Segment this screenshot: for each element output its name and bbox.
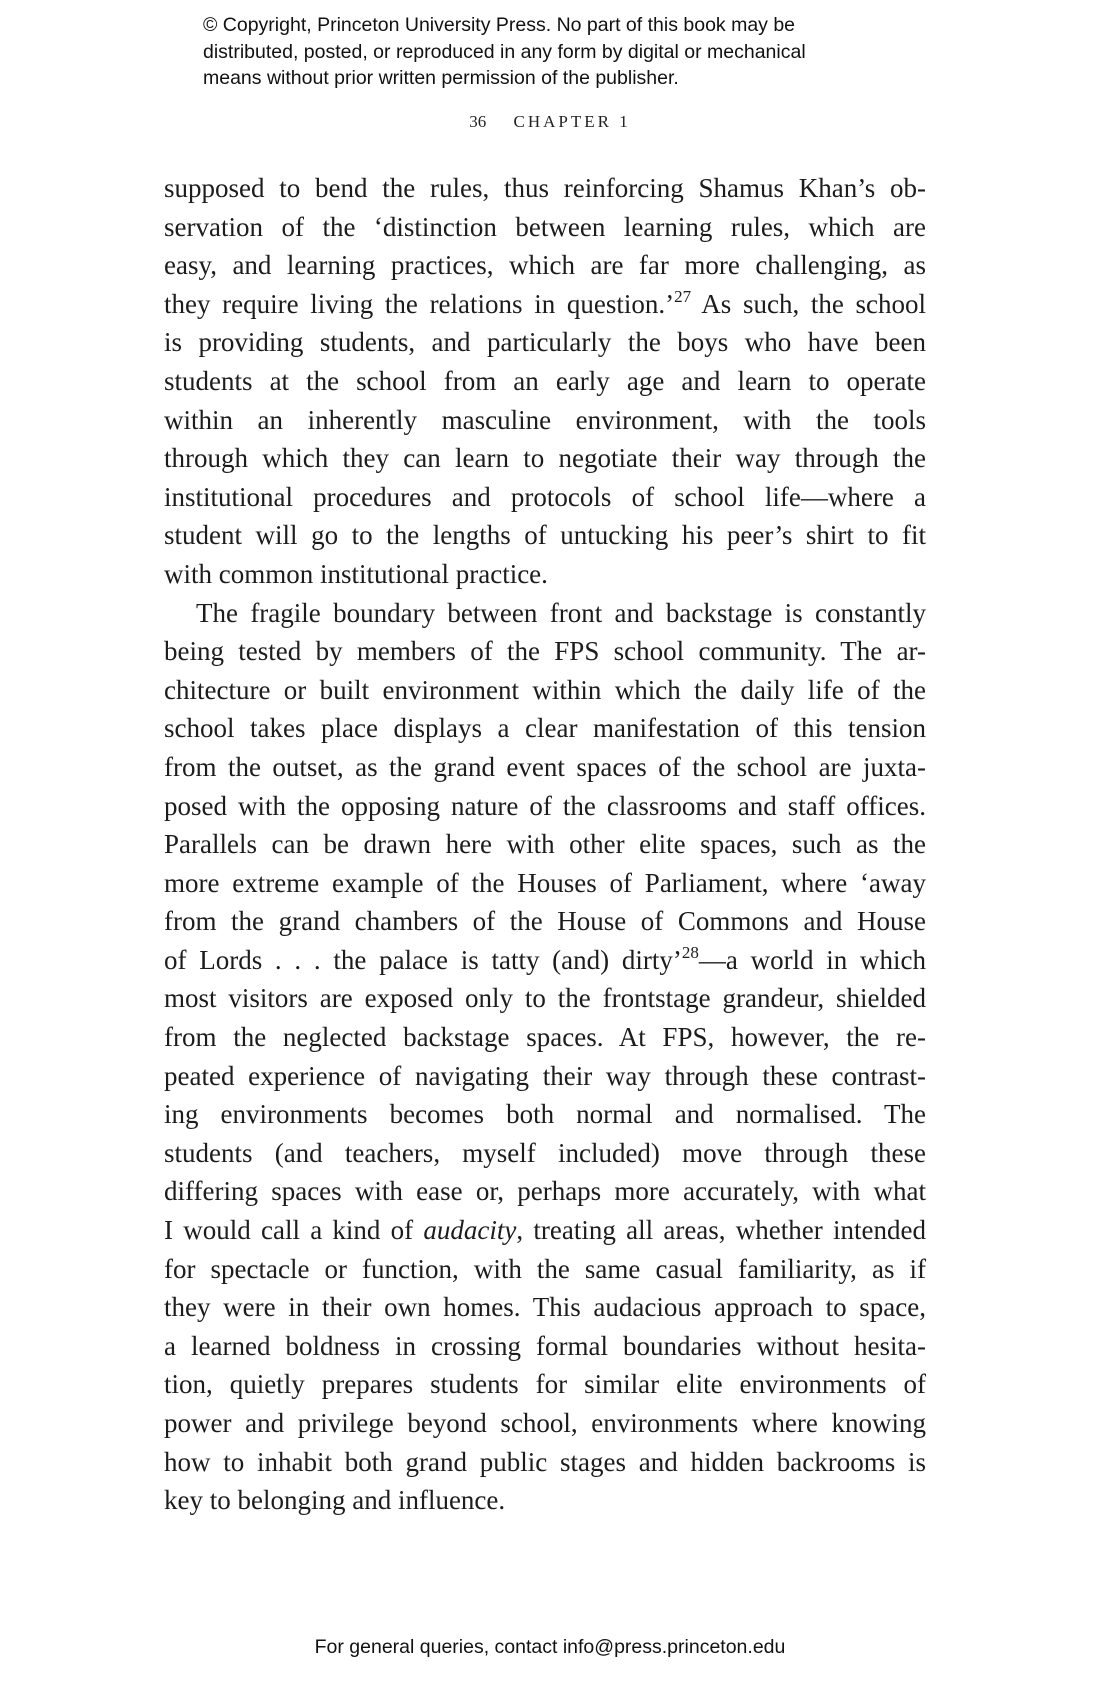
text-segment: —a world in which	[698, 944, 926, 975]
text-line: from the neglected backstage spaces. At FPS, however, the re-	[164, 1022, 926, 1053]
text-line: how to inhabit both grand public stages and hidden backrooms is	[164, 1446, 926, 1477]
emphasis-audacity: audacity	[423, 1215, 517, 1246]
text-line: is providing students, and particularly the boys who have been	[164, 327, 926, 358]
text-line: supposed to bend the rules, thus reinforcing Shamus Khan’s ob-	[164, 173, 926, 203]
text-line: from the outset, as the grand event spaces of the school are juxta-	[164, 751, 926, 782]
text-segment: As such, the school	[691, 288, 926, 319]
text-line: from the grand chambers of the House of Commons and House	[164, 906, 926, 937]
copyright-line: © Copyright, Princeton University Press. No part of this book may be	[203, 14, 796, 36]
text-line: school takes place displays a clear manifestation of this tension	[164, 713, 926, 744]
text-line: easy, and learning practices, which are far more challenging, as	[164, 250, 926, 281]
copyright-line: means without prior written permission of the publisher.	[203, 67, 679, 89]
text-line: tion, quietly prepares students for similar elite environments of	[164, 1369, 926, 1400]
text-line: servation of the ‘distinction between learning rules, which are	[164, 211, 926, 242]
text-line: they were in their own homes. This audacious approach to space,	[164, 1292, 926, 1323]
text-line	[164, 1211, 926, 1250]
text-line: students at the school from an early age and learn to operate	[164, 365, 926, 396]
text-line: student will go to the lengths of untucking his peer’s shirt to fit	[164, 520, 926, 551]
text-line: for spectacle or function, with the same casual familiarity, as if	[164, 1253, 926, 1284]
text-line: being tested by members of the FPS school community. The ar-	[164, 636, 926, 667]
text-line: posed with the opposing nature of the classrooms and staff offices.	[164, 790, 926, 821]
text-line: peated experience of navigating their way through these contrast-	[164, 1060, 926, 1091]
page-number: 36	[469, 112, 487, 131]
text-segment: of Lords . . . the palace is tatty (and) dirty’	[164, 944, 682, 975]
paragraph-1	[164, 169, 926, 594]
text-segment: I would call a kind of	[164, 1215, 424, 1246]
copyright-notice	[203, 12, 923, 92]
text-segment: , treating all areas, whether intended	[516, 1215, 926, 1246]
text-line: with common institutional practice.	[164, 558, 548, 589]
text-line: power and privilege beyond school, environments where knowing	[164, 1408, 926, 1438]
text-line	[164, 941, 926, 980]
copyright-line: distributed, posted, or reproduced in any form by digital or mechanical	[203, 40, 806, 63]
text-line: through which they can learn to negotiate their way through the	[164, 443, 926, 474]
text-line: within an inherently masculine environment, with the tools	[164, 404, 926, 435]
text-line: students (and teachers, myself included) move through these	[164, 1137, 926, 1168]
body-text	[164, 169, 926, 1520]
text-line: key to belonging and influence.	[164, 1485, 506, 1516]
footer-contact: For general queries, contact info@press.princeton.edu	[314, 1636, 786, 1658]
text-line: ing environments becomes both normal and normalised. The	[164, 1099, 926, 1130]
text-line: differing spaces with ease or, perhaps more accurately, with what	[164, 1176, 926, 1207]
text-line: Parallels can be drawn here with other elite spaces, such as the	[164, 829, 926, 860]
text-line: most visitors are exposed only to the frontstage grandeur, shielded	[164, 983, 926, 1014]
footnote-ref-27[interactable]: 27	[674, 286, 692, 306]
text-line: more extreme example of the Houses of Parliament, where ‘away	[164, 867, 926, 898]
text-line	[164, 285, 926, 324]
running-head	[0, 112, 1100, 132]
text-line: The fragile boundary between front and backstage is constantly	[196, 597, 926, 628]
text-line: chitecture or built environment within which the daily life of the	[164, 674, 926, 705]
text-line: institutional procedures and protocols of school life—where a	[164, 481, 926, 512]
chapter-label: CHAPTER 1	[513, 112, 631, 131]
footnote-ref-28[interactable]: 28	[681, 942, 699, 962]
text-line: a learned boldness in crossing formal boundaries without hesita-	[164, 1330, 926, 1361]
paragraph-2	[164, 594, 926, 1520]
text-segment: they require living the relations in question.’	[164, 288, 675, 319]
